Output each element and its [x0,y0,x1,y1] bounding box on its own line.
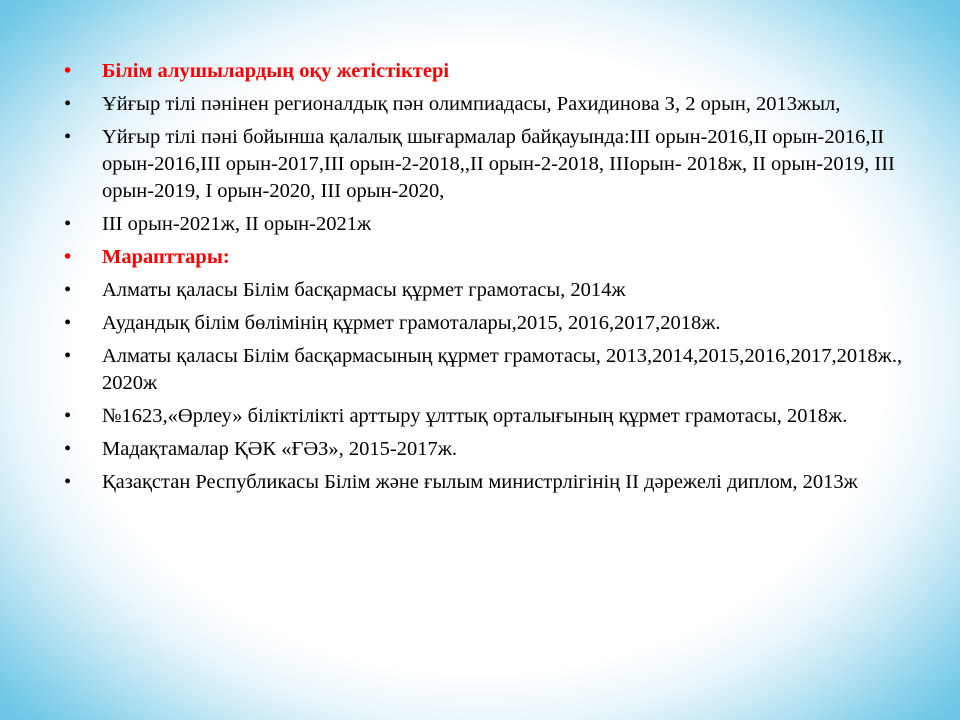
list-item [64,91,904,118]
list-item [64,211,904,238]
bullet-icon: • [64,345,72,367]
bullet-icon: • [64,279,72,301]
bullet-icon: • [64,312,72,334]
achievements-bullet-list [64,58,904,502]
list-item [64,58,904,85]
list-item-text: №1623,«Өрлеу» біліктілікті арттыру ұлттық орталығының құрмет грамотасы, 2018ж. [102,405,848,427]
list-item [64,403,904,430]
list-item [64,343,904,397]
list-item [64,244,904,271]
list-item-text: Алматы қаласы Білім басқармасының құрмет грамотасы, 2013,2014,2015,2016,2017,2018ж., 2020ж [102,345,903,394]
list-item [64,124,904,205]
list-item-text: Үйғыр тілі пәні бойынша қалалық шығармалар байқауында:III орын-2016,II орын-2016,II орын-2016,III орын-2017,III орын-2-2018,,II орын-2-2018, IIIорын- 2018ж, II орын-2019, III орын-2019, I орын-2020, III орын-2020, [102,126,895,202]
list-item-text: Ұйғыр тілі пәнінен регионалдық пән олимпиадасы, Рахидинова З, 2 орын, 2013жыл, [102,93,841,115]
list-item-text: Аудандық білім бөлімінің құрмет грамоталары,2015, 2016,2017,2018ж. [102,312,721,334]
list-item-text: Қазақстан Республикасы Білім және ғылым министрлігінің II дәрежелі диплом, 2013ж [102,471,858,493]
list-item [64,310,904,337]
section-heading-awards: Марапттары: [102,246,230,268]
bullet-icon: • [64,246,72,268]
list-item [64,469,904,496]
bullet-icon: • [64,126,72,148]
bullet-icon: • [64,405,72,427]
bullet-icon: • [64,213,72,235]
list-item [64,277,904,304]
bullet-icon: • [64,60,72,82]
list-item [64,436,904,463]
list-item-text: Алматы қаласы Білім басқармасы құрмет грамотасы, 2014ж [102,279,626,301]
bullet-icon: • [64,93,72,115]
list-item-text: III орын-2021ж, II орын-2021ж [102,213,372,235]
list-item-text: Мадақтамалар ҚӘК «ҒӘЗ», 2015-2017ж. [102,438,458,460]
bullet-icon: • [64,471,72,493]
section-heading-achievements: Білім алушылардың оқу жетістіктері [102,60,450,82]
bullet-icon: • [64,438,72,460]
